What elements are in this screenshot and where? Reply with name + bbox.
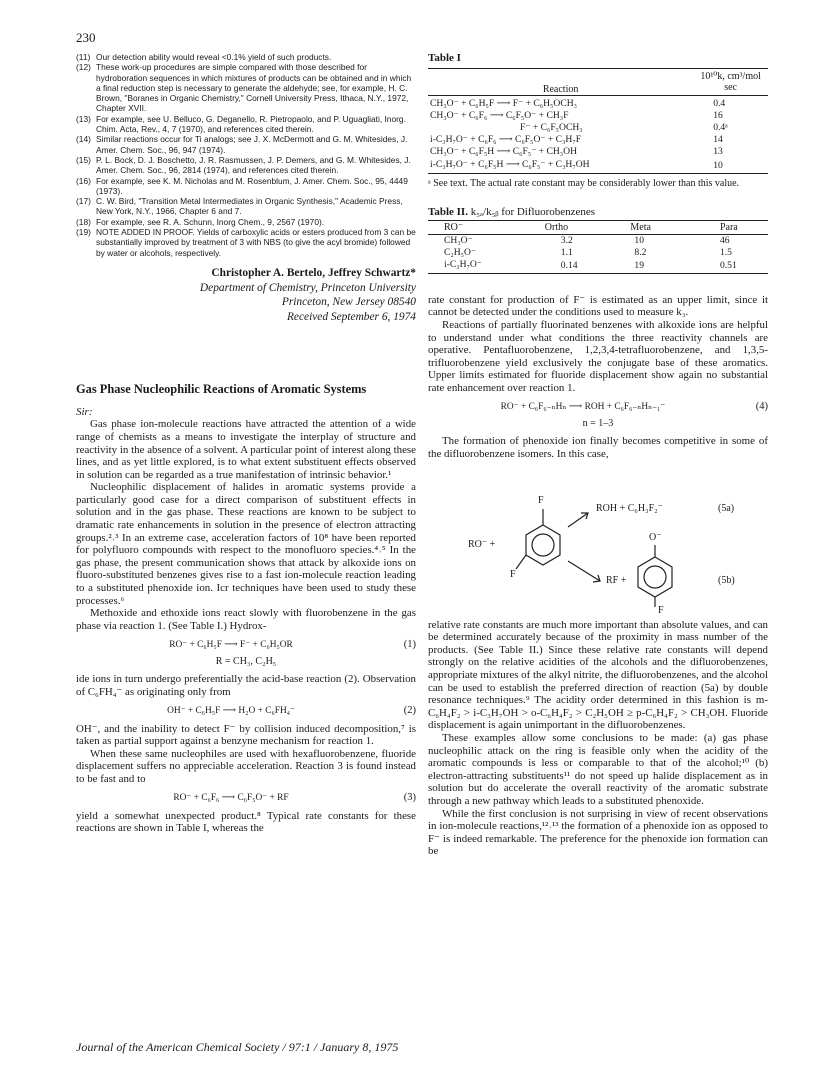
table-row: i-C₃H₇O⁻ + C₆F₅H ⟶ C₆F₅⁻ + C₃H₇OH 10 <box>430 158 723 171</box>
equation-1-condition: R = CH₃, C₂H₅ <box>215 656 277 668</box>
fluoro-label-top: F <box>538 494 544 506</box>
equation-number: (3) <box>403 792 416 804</box>
equation-text: RO⁻ + C₆H₅F ⟶ F⁻ + C₆H₅OR <box>169 639 293 650</box>
article-title: Gas Phase Nucleophilic Reactions of Aromatic Systems <box>76 382 367 397</box>
paragraph: When these same nucleophiles are used with hexafluorobenzene, fluoride displacement suffers no appreciable acceleration. Reaction 3 is found instead to be fast and to <box>76 747 416 785</box>
reference-text: C. W. Bird, "Transition Metal Intermediates in Organic Synthesis," Academic Press, New York, N.Y., 1966, Chapter 6 and 7. <box>96 196 403 217</box>
fluoro-label-bottom: F <box>510 568 516 580</box>
salutation: Sir: <box>76 406 93 419</box>
reference-number: (18) <box>76 216 91 227</box>
equation-4-condition: n = 1–3 <box>582 418 614 430</box>
reference-number: (14) <box>76 134 91 145</box>
right-column <box>428 52 768 858</box>
table-row: CH₃O⁻ 3.2 10 46 <box>444 234 730 246</box>
reference-text: Similar reactions occur for Ti analogs; see J. X. McDermott and G. M. Whitesides, J. Amer. Chem. Soc., 96, 947 (1974). <box>96 134 408 155</box>
equation-text: RO⁻ + C₆F₆ ⟶ C₆F₅O⁻ + RF <box>173 793 289 804</box>
table-row: i-C₃H₇O⁻ + C₆F₆ ⟶ C₆F₅O⁻ + C₃H₇F 14 <box>430 134 723 146</box>
alkoxide-reactant: RO⁻ + <box>468 538 496 550</box>
reference-item <box>76 176 416 197</box>
table-row: i-C₃H₇O⁻ 0.14 19 0.51 <box>444 258 737 271</box>
paragraph: Nucleophilic displacement of halides in aromatic systems provide a particularly good case for a direct comparison of substituent effects in solution and in the gas phase. These reactions are known to be subject to dramatic rate enhancements in solution in the presence of electron attracting groups.²˒³ In an extreme case, acceleration factors of 10⁸ have been reported for polyfluoro compounds with respect to the monofluoro species.⁴˒⁵ In the gas phase, the present communication shows that attack by alkoxide ions on fluoro-substituted benzenes gives rise to a fast ion-molecule reaction leading to a substituted phenoxide ion. Icr techniques have been used to study these processes.⁶ <box>76 481 416 607</box>
reference-number: (16) <box>76 175 91 186</box>
author-signature <box>76 266 416 324</box>
left-column <box>76 52 416 835</box>
received-date: Received September 6, 1974 <box>286 310 416 323</box>
equation-4 <box>428 398 768 414</box>
reference-text: For example, see K. M. Nicholas and M. Rosenblum, J. Amer. Chem. Soc., 95, 4449 (1973). <box>96 175 408 196</box>
paragraph: yield a somewhat unexpected product.⁸ Typical rate constants for these reactions are shown in Table I, whereas the <box>76 809 416 835</box>
equation-3 <box>76 790 416 806</box>
table-1-footnote: ᵃ See text. The actual rate constant may be considerably lower than this value. <box>428 177 740 189</box>
phenoxide-oxygen-label: O⁻ <box>649 531 662 543</box>
reference-list <box>76 52 416 258</box>
paragraph: rate constant for production of F⁻ is estimated as an upper limit, since it cannot be detected under the conditions used to measure k₃. <box>428 293 768 319</box>
table-1 <box>428 68 768 174</box>
equation-text: RO⁻ + C₆F₆₋ₙHₙ ⟶ ROH + C₆F₆₋ₙHₙ₋₁⁻ <box>500 401 666 412</box>
reference-item <box>76 62 416 113</box>
table-header: RO⁻ <box>428 220 537 234</box>
paragraph: Gas phase ion-molecule reactions have attracted the attention of a wide range of chemists as a means to investigate the interplay of structure and reactivity in the absence of a solvent. A particular point of interest along these lines, and as yet little explored, is to what extent substituent effects observed in solution can be regarded as a true manifestation of intrinsic behavior.¹ <box>76 418 416 481</box>
author-city: Princeton, New Jersey 08540 <box>281 296 416 309</box>
author-department: Department of Chemistry, Princeton University <box>199 281 416 294</box>
reference-item <box>76 227 416 258</box>
reference-item <box>76 217 416 227</box>
reference-item <box>76 134 416 155</box>
equation-number: (1) <box>403 638 416 650</box>
reference-item <box>76 196 416 217</box>
reference-text: These work-up procedures are simple compared with those described for hydroboration sequences in which mixtures of products can be obtained and in which a final reduction step is necessary to generate the aldehyde; see, for example, H. C. Brown, "Boranes in Organic Chemistry," Cornell University Press, Ithaca, N.Y., 1972, Chapter XVII. <box>96 62 412 114</box>
paragraph: relative rate constants are much more important than absolute values, and can be determined accurately because of the proximity in mass number of the products. (See Table II.) Since these relative rate constants will depend strongly on the relative acidities of the alcohols and the difluorobenzenes, appropriate mixtures of the alkyl nitrite, the difluorobenzenes, and the alcohol can be used to establish the preferred direction of reaction (5a) by double resonance techniques.⁹ The acidity order determined in this fashion is m-C₆H₄F₂ > i-C₃H₇OH > o-C₆H₄F₂ > C₂H₅OH ≥ p-C₆H₄F₂ > CH₃OH. Fluoride displacement is again unimportant in the difluorobenzenes. <box>428 618 768 732</box>
page-number: 230 <box>76 30 96 45</box>
table-header: Meta <box>618 220 700 234</box>
reference-item <box>76 114 416 135</box>
table-1-caption: Table I <box>428 52 461 64</box>
equation-2 <box>76 703 416 719</box>
reference-text: For example, see R. A. Schunn, Inorg Chem., 9, 2567 (1970). <box>96 216 325 227</box>
paragraph: OH⁻, and the inability to detect F⁻ by collision induced decomposition,⁷ is taken as partial support against a benzyne mechanism for reaction 1. <box>76 722 416 748</box>
reference-number: (19) <box>76 227 91 238</box>
equation-number: (2) <box>403 705 416 717</box>
reference-text: Our detection ability would reveal <0.1% yield of such products. <box>96 52 332 62</box>
author-names: Christopher A. Bertelo, Jeffrey Schwartz* <box>211 266 416 279</box>
equation-text: OH⁻ + C₆H₅F ⟶ H₂O + C₆FH₄⁻ <box>167 706 295 717</box>
equation-number-5a: (5a) <box>718 502 735 514</box>
reference-number: (11) <box>76 52 91 62</box>
paragraph: ide ions in turn undergo preferentially the acid-base reaction (2). Observation of C₆FH₄⁻ as originating only from <box>76 673 416 698</box>
table-row: CH₃O⁻ + C₆H₅F ⟶ F⁻ + C₆H₅OCH₃ 0.4 <box>430 97 726 109</box>
reference-text: For example, see U. Belluco, G. Deganello, R. Pietropaolo, and P. Uguagliati, Inorg. Chim. Acta, Rev., 4, 7 (1970), and references cited therein. <box>96 113 406 135</box>
reference-text: P. L. Bock, D. J. Boschetto, J. R. Rasmussen, J. P. Demers, and G. M. Whitesides, J. Amer. Chem. Soc., 96, 2814 (1974), and references cited therein. <box>96 154 411 176</box>
equation-number-5b: (5b) <box>718 574 735 586</box>
equation-number: (4) <box>755 400 768 412</box>
table-row: CH₃O⁻ + C₆F₆ ⟶ C₆F₅O⁻ + CH₃F 16 <box>430 109 723 121</box>
reference-item <box>76 155 416 176</box>
paragraph: While the first conclusion is not surprising in view of recent observations in ion-molecule reactions,¹²˒¹³ the formation of a phenoxide ion as opposed to F⁻ is indeed remarkable. The preference for the phenoxide ion formation can be <box>428 807 768 858</box>
paragraph: These examples allow some conclusions to be made: (a) gas phase nucleophilic attack on the ring is feasible only when the acidity of the aromatic compounds is less or comparable to that of the alcohol;¹⁰ (b) electron-attracting substituents¹¹ do not speed up halide displacement as in solution but do accelerate the overall reactivity of the aromatic substrate through a new pathway which leads to a substituted phenoxide. <box>428 732 768 807</box>
reference-number: (13) <box>76 113 91 124</box>
reference-number: (15) <box>76 154 91 165</box>
table-header-reaction: Reaction <box>542 84 579 95</box>
table-row: F⁻ + C₆F₅OCH₃ 0.4ᵃ <box>520 121 728 133</box>
table-2 <box>428 220 768 274</box>
reference-number: (12) <box>76 62 91 73</box>
product-5a: ROH + C₆H₃F₂⁻ <box>596 502 663 514</box>
journal-footer: Journal of the American Chemical Society / 97:1 / January 8, 1975 <box>76 1040 399 1054</box>
table-header: Para <box>700 220 768 234</box>
table-header: Ortho <box>537 220 619 234</box>
product-fluoro-label: F <box>658 604 664 616</box>
reaction-scheme <box>428 465 768 617</box>
equation-1 <box>76 636 416 652</box>
reference-item <box>76 52 416 62</box>
table-row: C₂H₅O⁻ 1.1 8.2 1.5 <box>444 246 732 258</box>
table-2-caption: Table II. k₅ₐ/k₅ᵦ for Difluorobenzenes <box>428 205 596 218</box>
reference-text: NOTE ADDED IN PROOF. Yields of carboxylic acids or esters produced from 3 can be substantially improved by treatment of 3 with NBS (to give the acyl bromide) followed by water or alcohols, respectively. <box>96 227 416 258</box>
reference-number: (17) <box>76 196 91 207</box>
table-row: CH₃O⁻ + C₆F₅H ⟶ C₆F₅⁻ + CH₃OH 13 <box>430 146 723 158</box>
paragraph: Reactions of partially fluorinated benzenes with alkoxide ions are helpful to understand under what conditions the three reactivity channels are operative. Pentafluorobenzene, 1,2,3,4-tetrafluorobenzene, and 1,3,5-trifluorobenzene yield exclusively the conjugate base of these aromatics. Upper limits estimated for fluoride displacement show again no substantial rate enhancement over reaction 1. <box>428 318 768 394</box>
paragraph: The formation of phenoxide ion finally becomes competitive in some of the difluorobenzene isomers. In this case, <box>428 435 768 461</box>
paragraph: Methoxide and ethoxide ions react slowly with fluorobenzene in the gas phase via reaction 1. (See Table I.) Hydrox- <box>76 607 416 632</box>
product-5b: RF + <box>606 574 627 586</box>
table-header-rate: 10¹⁰k, cm³/mol sec <box>700 71 761 93</box>
